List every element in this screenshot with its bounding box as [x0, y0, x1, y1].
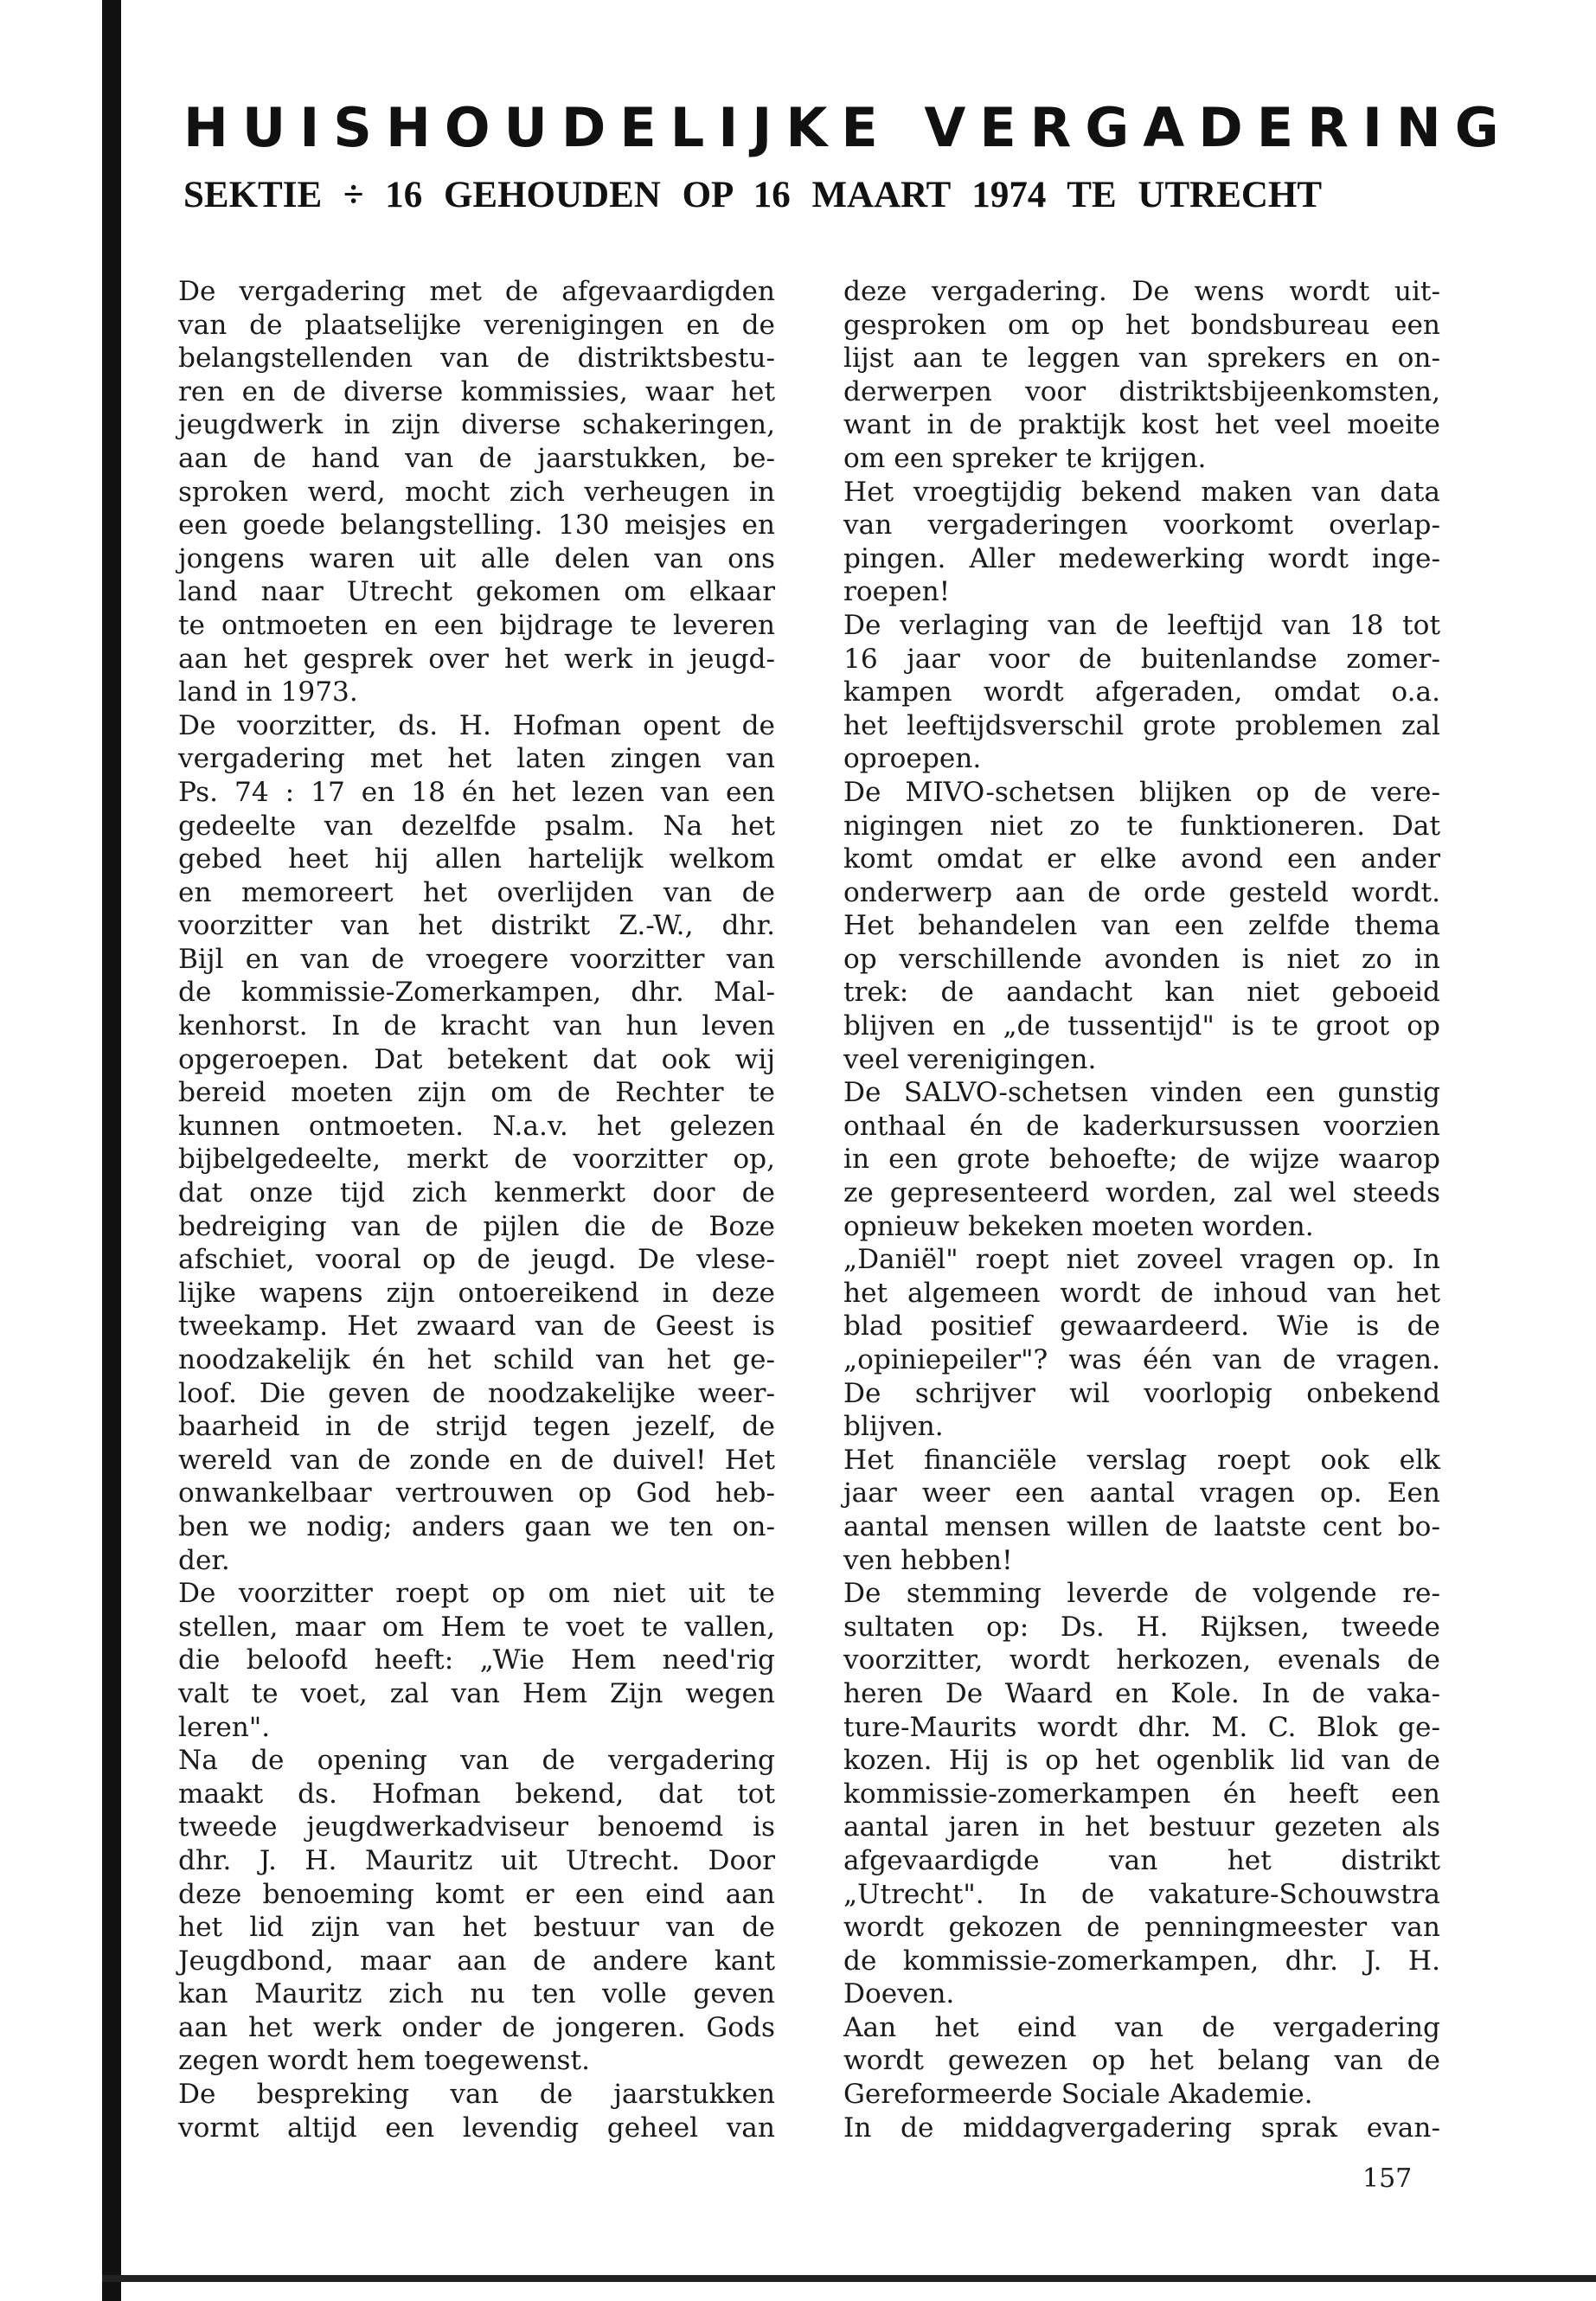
text-line: het leeftijdsverschil grote problemen zal — [843, 709, 1440, 741]
text-line: 16 jaar voor de buitenlandse zomer- — [843, 643, 1440, 675]
text-line: dhr. J. H. Mauritz uit Utrecht. Door — [178, 1844, 775, 1876]
text-line: Aan het eind van de vergadering — [843, 2011, 1440, 2043]
text-line: Het behandelen van een zelfde thema — [843, 910, 1440, 942]
text-line: het algemeen wordt de inhoud van het — [843, 1277, 1440, 1309]
text-line: onthaal én de kaderkursussen voorzien — [843, 1110, 1440, 1142]
text-line: kommissie-zomerkampen én heeft een — [843, 1778, 1440, 1810]
text-line: die beloofd heeft: „Wie Hem need'rig — [178, 1644, 775, 1676]
text-line: vormt altijd een levendig geheel van — [178, 2112, 775, 2144]
text-line: ben we nodig; anders gaan we ten on- — [178, 1510, 775, 1542]
text-line: bijbelgedeelte, merkt de voorzitter op, — [178, 1144, 775, 1176]
text-line: kunnen ontmoeten. N.a.v. het gelezen — [178, 1110, 775, 1142]
text-line: valt te voet, zal van Hem Zijn wegen — [178, 1677, 775, 1709]
text-line: kenhorst. In de kracht van hun leven — [178, 1010, 775, 1042]
text-line: wordt gekozen de penningmeester van — [843, 1912, 1440, 1944]
text-line: ture-Maurits wordt dhr. M. C. Blok ge- — [843, 1711, 1440, 1743]
text-line: De schrijver wil voorlopig onbekend — [843, 1377, 1440, 1409]
text-line: loof. Die geven de noodzakelijke weer- — [178, 1377, 775, 1409]
text-line: wereld van de zonde en de duivel! Het — [178, 1444, 775, 1476]
text-line: aan het werk onder de jongeren. Gods — [178, 2011, 775, 2043]
text-line: tweekamp. Het zwaard van de Geest is — [178, 1311, 775, 1343]
article-title: HUISHOUDELIJKE VERGADERING — [183, 96, 1513, 159]
text-line: gesproken om op het bondsbureau een — [843, 309, 1440, 341]
text-line: De voorzitter, ds. H. Hofman opent de — [178, 709, 775, 741]
text-line: Ps. 74 : 17 en 18 én het lezen van een — [178, 776, 775, 808]
text-line: ze gepresenteerd worden, zal wel steeds — [843, 1177, 1440, 1209]
text-line: pingen. Aller medewerking wordt inge- — [843, 542, 1440, 574]
text-line: ren en de diverse kommissies, waar het — [178, 375, 775, 407]
text-line: bereid moeten zijn om de Rechter te — [178, 1077, 775, 1109]
text-line: baarheid in de strijd tegen jezelf, de — [178, 1411, 775, 1443]
text-line: oproepen. — [843, 743, 982, 775]
text-line: belangstellenden van de distriktsbestu- — [178, 343, 775, 375]
text-line: „Utrecht". In de vakature-Schouwstra — [843, 1878, 1440, 1910]
text-line: onderwerp aan de orde gesteld wordt. — [843, 876, 1440, 908]
bottom-page-edge — [102, 2275, 1596, 2282]
text-line: lijst aan te leggen van sprekers en on- — [843, 343, 1440, 375]
text-line: Jeugdbond, maar aan de andere kant — [178, 1945, 775, 1977]
text-line: Gereformeerde Sociale Akademie. — [843, 2079, 1313, 2111]
text-line: afgevaardigde van het distrikt — [843, 1844, 1440, 1876]
text-line: onwankelbaar vertrouwen op God heb- — [178, 1477, 775, 1509]
text-line: aan het gesprek over het werk in jeugd- — [178, 643, 775, 675]
text-line: Na de opening van de vergadering — [178, 1745, 775, 1777]
text-line: stellen, maar om Hem te voet te vallen, — [178, 1611, 775, 1643]
text-line: kozen. Hij is op het ogenblik lid van de — [843, 1745, 1440, 1777]
text-line: veel verenigingen. — [843, 1043, 1097, 1075]
text-line: deze benoeming komt er een eind aan — [178, 1878, 775, 1910]
text-line: vergadering met het laten zingen van — [178, 743, 775, 775]
text-line: in een grote behoefte; de wijze waarop — [843, 1144, 1440, 1176]
text-line: De stemming leverde de volgende re- — [843, 1578, 1440, 1610]
text-line: een goede belangstelling. 130 meisjes en — [178, 510, 775, 542]
text-line: Bijl en van de vroegere voorzitter van — [178, 943, 775, 975]
left-text-column — [178, 275, 775, 2144]
text-line: De bespreking van de jaarstukken — [178, 2079, 775, 2111]
page-number: 157 — [1362, 2163, 1413, 2194]
text-line: De vergadering met de afgevaardigden — [178, 276, 775, 307]
right-text-column — [843, 275, 1440, 2144]
text-line: land in 1973. — [178, 676, 358, 708]
text-line: opnieuw bekeken moeten worden. — [843, 1210, 1314, 1242]
text-line: bedreiging van de pijlen die de Boze — [178, 1210, 775, 1242]
text-line: sultaten op: Ds. H. Rijksen, tweede — [843, 1611, 1440, 1643]
text-line: maakt ds. Hofman bekend, dat tot — [178, 1778, 775, 1810]
text-line: aan de hand van de jaarstukken, be- — [178, 442, 775, 474]
text-line: om een spreker te krijgen. — [843, 442, 1207, 474]
text-line: komt omdat er elke avond een ander — [843, 843, 1440, 875]
text-line: zegen wordt hem toegewenst. — [178, 2045, 591, 2077]
text-line: De MIVO-schetsen blijken op de vere- — [843, 776, 1440, 808]
text-line: Het vroegtijdig bekend maken van data — [843, 476, 1440, 508]
text-line: derwerpen voor distriktsbijeenkomsten, — [843, 375, 1440, 407]
text-line: gebed heet hij allen hartelijk welkom — [178, 843, 775, 875]
text-line: blad positief gewaardeerd. Wie is de — [843, 1311, 1440, 1343]
text-line: en memoreert het overlijden van de — [178, 876, 775, 908]
text-line: lijke wapens zijn ontoereikend in deze — [178, 1277, 775, 1309]
text-line: aantal mensen willen de laatste cent bo- — [843, 1510, 1440, 1542]
text-line: heren De Waard en Kole. In de vaka- — [843, 1677, 1440, 1709]
text-line: want in de praktijk kost het veel moeite — [843, 409, 1440, 441]
text-line: Het financiële verslag roept ook elk — [843, 1444, 1440, 1476]
text-line: jongens waren uit alle delen van ons — [178, 542, 775, 574]
text-line: De SALVO-schetsen vinden een gunstig — [843, 1077, 1440, 1109]
text-line: deze vergadering. De wens wordt uit- — [843, 276, 1440, 307]
text-line: jaar weer een aantal vragen op. Een — [843, 1477, 1440, 1509]
text-line: te ontmoeten en een bijdrage te leveren — [178, 609, 775, 641]
text-line: blijven en „de tussentijd" is te groot op — [843, 1010, 1440, 1042]
text-line: trek: de aandacht kan niet geboeid — [843, 977, 1440, 1009]
text-line: van de plaatselijke verenigingen en de — [178, 309, 775, 341]
text-line: opgeroepen. Dat betekent dat ook wij — [178, 1043, 775, 1075]
text-line: het lid zijn van het bestuur van de — [178, 1912, 775, 1944]
text-line: leren". — [178, 1711, 271, 1743]
text-line: dat onze tijd zich kenmerkt door de — [178, 1177, 775, 1209]
text-line: De verlaging van de leeftijd van 18 tot — [843, 609, 1440, 641]
left-page-edge — [102, 0, 121, 2301]
text-line: van vergaderingen voorkomt overlap- — [843, 510, 1440, 542]
text-line: kan Mauritz zich nu ten volle geven — [178, 1978, 775, 2010]
text-line: In de middagvergadering sprak evan- — [843, 2112, 1440, 2144]
text-line: De voorzitter roept op om niet uit te — [178, 1578, 775, 1610]
text-line: ven hebben! — [843, 1544, 1013, 1576]
text-line: aantal jaren in het bestuur gezeten als — [843, 1811, 1440, 1843]
text-line: nigingen niet zo te funktioneren. Dat — [843, 810, 1440, 842]
text-line: voorzitter, wordt herkozen, evenals de — [843, 1644, 1440, 1676]
text-line: noodzakelijk én het schild van het ge- — [178, 1344, 775, 1375]
text-line: de kommissie-zomerkampen, dhr. J. H. — [843, 1945, 1440, 1977]
text-line: sproken werd, mocht zich verheugen in — [178, 476, 775, 508]
text-line: gedeelte van dezelfde psalm. Na het — [178, 810, 775, 842]
text-line: afschiet, vooral op de jeugd. De vlese- — [178, 1244, 775, 1276]
text-line: „opiniepeiler"? was één van de vragen. — [843, 1344, 1440, 1375]
text-line: de kommissie-Zomerkampen, dhr. Mal- — [178, 977, 775, 1009]
text-line: jeugdwerk in zijn diverse schakeringen, — [178, 409, 775, 441]
text-line: wordt gewezen op het belang van de — [843, 2045, 1440, 2077]
text-line: land naar Utrecht gekomen om elkaar — [178, 576, 775, 608]
text-line: der. — [178, 1544, 230, 1576]
text-line: voorzitter van het distrikt Z.-W., dhr. — [178, 910, 775, 942]
text-line: roepen! — [843, 576, 951, 608]
text-line: kampen wordt afgeraden, omdat o.a. — [843, 676, 1440, 708]
text-line: op verschillende avonden is niet zo in — [843, 943, 1440, 975]
article-subtitle: SEKTIE ÷ 16 GEHOUDEN OP 16 MAART 1974 TE UTRECHT — [183, 175, 1323, 215]
text-line: tweede jeugdwerkadviseur benoemd is — [178, 1811, 775, 1843]
text-line: „Daniël" roept niet zoveel vragen op. In — [843, 1244, 1440, 1276]
text-line: blijven. — [843, 1411, 944, 1443]
text-line: Doeven. — [843, 1978, 955, 2010]
